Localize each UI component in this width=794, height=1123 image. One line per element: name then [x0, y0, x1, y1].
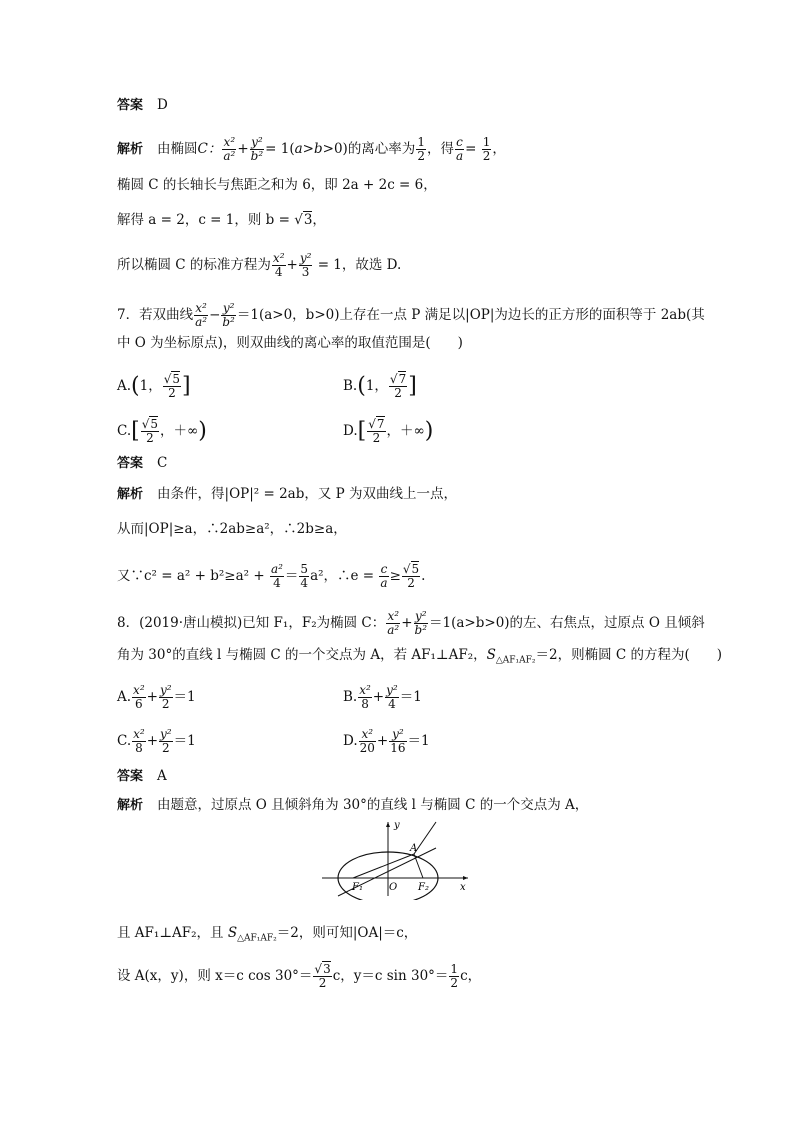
text: 8．(2019·唐山模拟)已知 F₁，F₂为椭圆 C： [117, 615, 386, 631]
text: 且 AF₁⊥AF₂，且 [117, 925, 228, 941]
analysis-label: 解析 [117, 798, 144, 813]
option-label: D. [343, 733, 358, 749]
analysis-line-7-2: 从而|OP|≥a，∴2ab≥a²，∴2b≥a， [117, 521, 347, 537]
option-b[interactable]: B. $\frac{\text{x²}}{8}$ + $\frac{\text{y²}}{4}$ ＝1 [343, 683, 422, 711]
fraction: $\frac{\text{x²}}{4}$ [272, 251, 285, 279]
answer-value: C [157, 455, 168, 471]
fraction: $\frac{1}{2}$ [417, 135, 425, 163]
ellipse-figure [318, 818, 473, 900]
fraction: $\frac{\text{x²}}{\text{a²}}$ [223, 135, 236, 163]
analysis-line-8-1 [117, 797, 588, 814]
text: 所以椭圆 C 的标准方程为 [117, 257, 271, 273]
fraction: $\frac{c}{a}$ [455, 135, 464, 163]
option-label: B. [343, 689, 358, 705]
y-label: y [394, 820, 400, 831]
segment-af1 [353, 854, 414, 878]
fraction: $\frac{1}{2}$ [482, 135, 491, 163]
text: ＝1(a>b>0)的左、右焦点，过原点 O 且倾斜 [429, 615, 705, 631]
answer-label: 答案 [117, 456, 144, 471]
text: ，得 [426, 141, 454, 157]
text: ＝2，则椭圆 C 的方程为( ) [535, 647, 723, 663]
question-8-line-1: 8．(2019·唐山模拟)已知 F₁，F₂为椭圆 C： $\frac{\text{x²}}{\text{a²}}$ + $\frac{\text{y²}}{\text{b²}}$ ＝1(a>b>0)的左、右焦点，过原点 O 且倾斜 [117, 609, 705, 637]
option-label: B. [343, 378, 358, 394]
option-label: D. [343, 423, 358, 439]
fraction: $\frac{\text{y²}}{\text{b²}}$ [250, 135, 264, 163]
answer-line-6 [117, 97, 168, 114]
answer-value: D [157, 97, 168, 113]
f1-label: F₁ [352, 882, 363, 893]
analysis-line-8-3: 设 A(x，y)，则 x＝c cos 30°＝ $\frac{√3}{2}$ c，y＝c sin 30°＝ $\frac{1}{2}$ c， [117, 962, 482, 990]
text: C： [197, 141, 222, 157]
analysis-line-6-2: 椭圆 C 的长轴长与焦距之和为 6，即 2a + 2c = 6， [117, 177, 437, 193]
text: ＝2，则可知|OA|＝c， [276, 925, 418, 941]
question-7-line-1: 7．若双曲线 $\frac{\text{x²}}{\text{a²}}$ − $\frac{\text{y²}}{\text{b²}}$ ＝1(a>0，b>0)上存在一点 P 满足以|OP|为边长的正方形的面积等于 2ab(其 [117, 301, 705, 329]
text: 设 A(x，y)，则 x＝c cos 30°＝ [117, 968, 313, 984]
analysis-line-6-4: 所以椭圆 C 的标准方程为 $\frac{\text{x²}}{4}$ + $\frac{\text{y²}}{3}$ = 1，故选 D. [117, 251, 402, 279]
y-axis-arrow [386, 822, 390, 827]
x-axis-arrow [463, 876, 468, 880]
option-label: C. [117, 423, 132, 439]
option-c[interactable]: C.[ $\frac{√5}{2}$ ，＋∞) [117, 417, 207, 445]
answer-label: 答案 [117, 769, 144, 784]
question-8-line-2: 角为 30°的直线 l 与椭圆 C 的一个交点为 A，若 AF₁⊥AF₂，$S_{\triangle AF_1AF_2}=2$，则椭圆 C 的方程为( ) [117, 647, 723, 666]
option-a[interactable]: A.(1， $\frac{√5}{2}$ ] [117, 372, 191, 400]
analysis-line-6-1: 解析 由椭圆C： $\frac{\text{x²}}{\text{a²}}$ + $\frac{\text{y²}}{\text{b²}}$ = 1(a>b>0)的离心率为 $\frac{1}{2}$ ，得 $\frac{c}{a}$ = $\frac{1}{2}$ ， [117, 135, 506, 163]
analysis-line-7-1 [117, 486, 457, 503]
text: ≥ [389, 568, 401, 584]
analysis-line-7-3: 又∵c² = a² + b²≥a² + $\frac{\text{a²}}{4}$ ＝ $\frac{5}{4}$ a²，∴e = $\frac{c}{a}$ ≥ $\frac{√5}{2}$ . [117, 562, 426, 590]
text: 解得 a = 2，c = 1，则 b = [117, 212, 295, 228]
option-d[interactable]: D.[ $\frac{√7}{2}$ ，＋∞) [343, 417, 434, 445]
option-label: A. [117, 378, 132, 394]
option-label: A. [117, 689, 132, 705]
text: = 1，故选 D. [313, 257, 402, 273]
fraction: $\frac{\text{y²}}{3}$ [299, 251, 312, 279]
text: c， [460, 968, 482, 984]
answer-line-7 [117, 455, 167, 472]
option-b[interactable]: B.(1， $\frac{√7}{2}$ ] [343, 372, 417, 400]
analysis-line-6-3: 解得 a = 2，c = 1，则 b = √3， [117, 212, 326, 228]
option-d[interactable]: D. $\frac{\text{x²}}{20}$ + $\frac{\text{y²}}{16}$ ＝1 [343, 727, 430, 755]
option-label: C. [117, 733, 132, 749]
text: . [421, 568, 426, 584]
fraction: $\frac{\text{x²}}{\text{a²}}$ [195, 301, 208, 329]
point-a-label: A [410, 843, 418, 854]
fraction: $\frac{\text{y²}}{\text{b²}}$ [222, 301, 235, 329]
text: c，y＝c sin 30°＝ [332, 968, 449, 984]
answer-label: 答案 [117, 98, 144, 113]
analysis-line-8-2: 且 AF₁⊥AF₂，且 $S_{\triangle AF_1AF_2}=2$，则可知|OA|＝c， [117, 925, 418, 944]
option-c[interactable]: C. $\frac{\text{x²}}{8}$ + $\frac{\text{y²}}{2}$ ＝1 [117, 727, 196, 755]
text: 由题意，过原点 O 且倾斜角为 30°的直线 l 与椭圆 C 的一个交点为 A， [157, 797, 589, 813]
analysis-label: 解析 [117, 487, 144, 502]
text: ， [312, 212, 326, 228]
analysis-label: 解析 [117, 142, 144, 157]
answer-value: A [157, 768, 167, 784]
text: a²，∴e = [310, 568, 379, 584]
option-a[interactable]: A. $\frac{\text{x²}}{6}$ + $\frac{\text{y²}}{2}$ ＝1 [117, 683, 196, 711]
text: 由条件，得|OP|² = 2ab，又 P 为双曲线上一点， [157, 486, 458, 502]
x-label: x [460, 882, 466, 893]
text: ＝1(a>0，b>0)上存在一点 P 满足以|OP|为边长的正方形的面积等于 2ab(其 [236, 307, 705, 323]
text: 7．若双曲线 [117, 307, 194, 323]
text: 由椭圆 [157, 141, 198, 157]
text: 角为 30°的直线 l 与椭圆 C 的一个交点为 A，若 AF₁⊥AF₂， [117, 647, 487, 663]
text: ， [492, 141, 506, 157]
f2-label: F₂ [418, 882, 429, 893]
text: 的离心率为 [347, 141, 416, 157]
question-7-line-2: 中 O 为坐标原点)，则双曲线的离心率的取值范围是( ) [117, 335, 463, 351]
answer-line-8 [117, 768, 167, 785]
text: 又∵c² = a² + b²≥a² + [117, 568, 269, 584]
sqrt-value: 3 [303, 212, 313, 228]
origin-label: O [389, 882, 398, 893]
